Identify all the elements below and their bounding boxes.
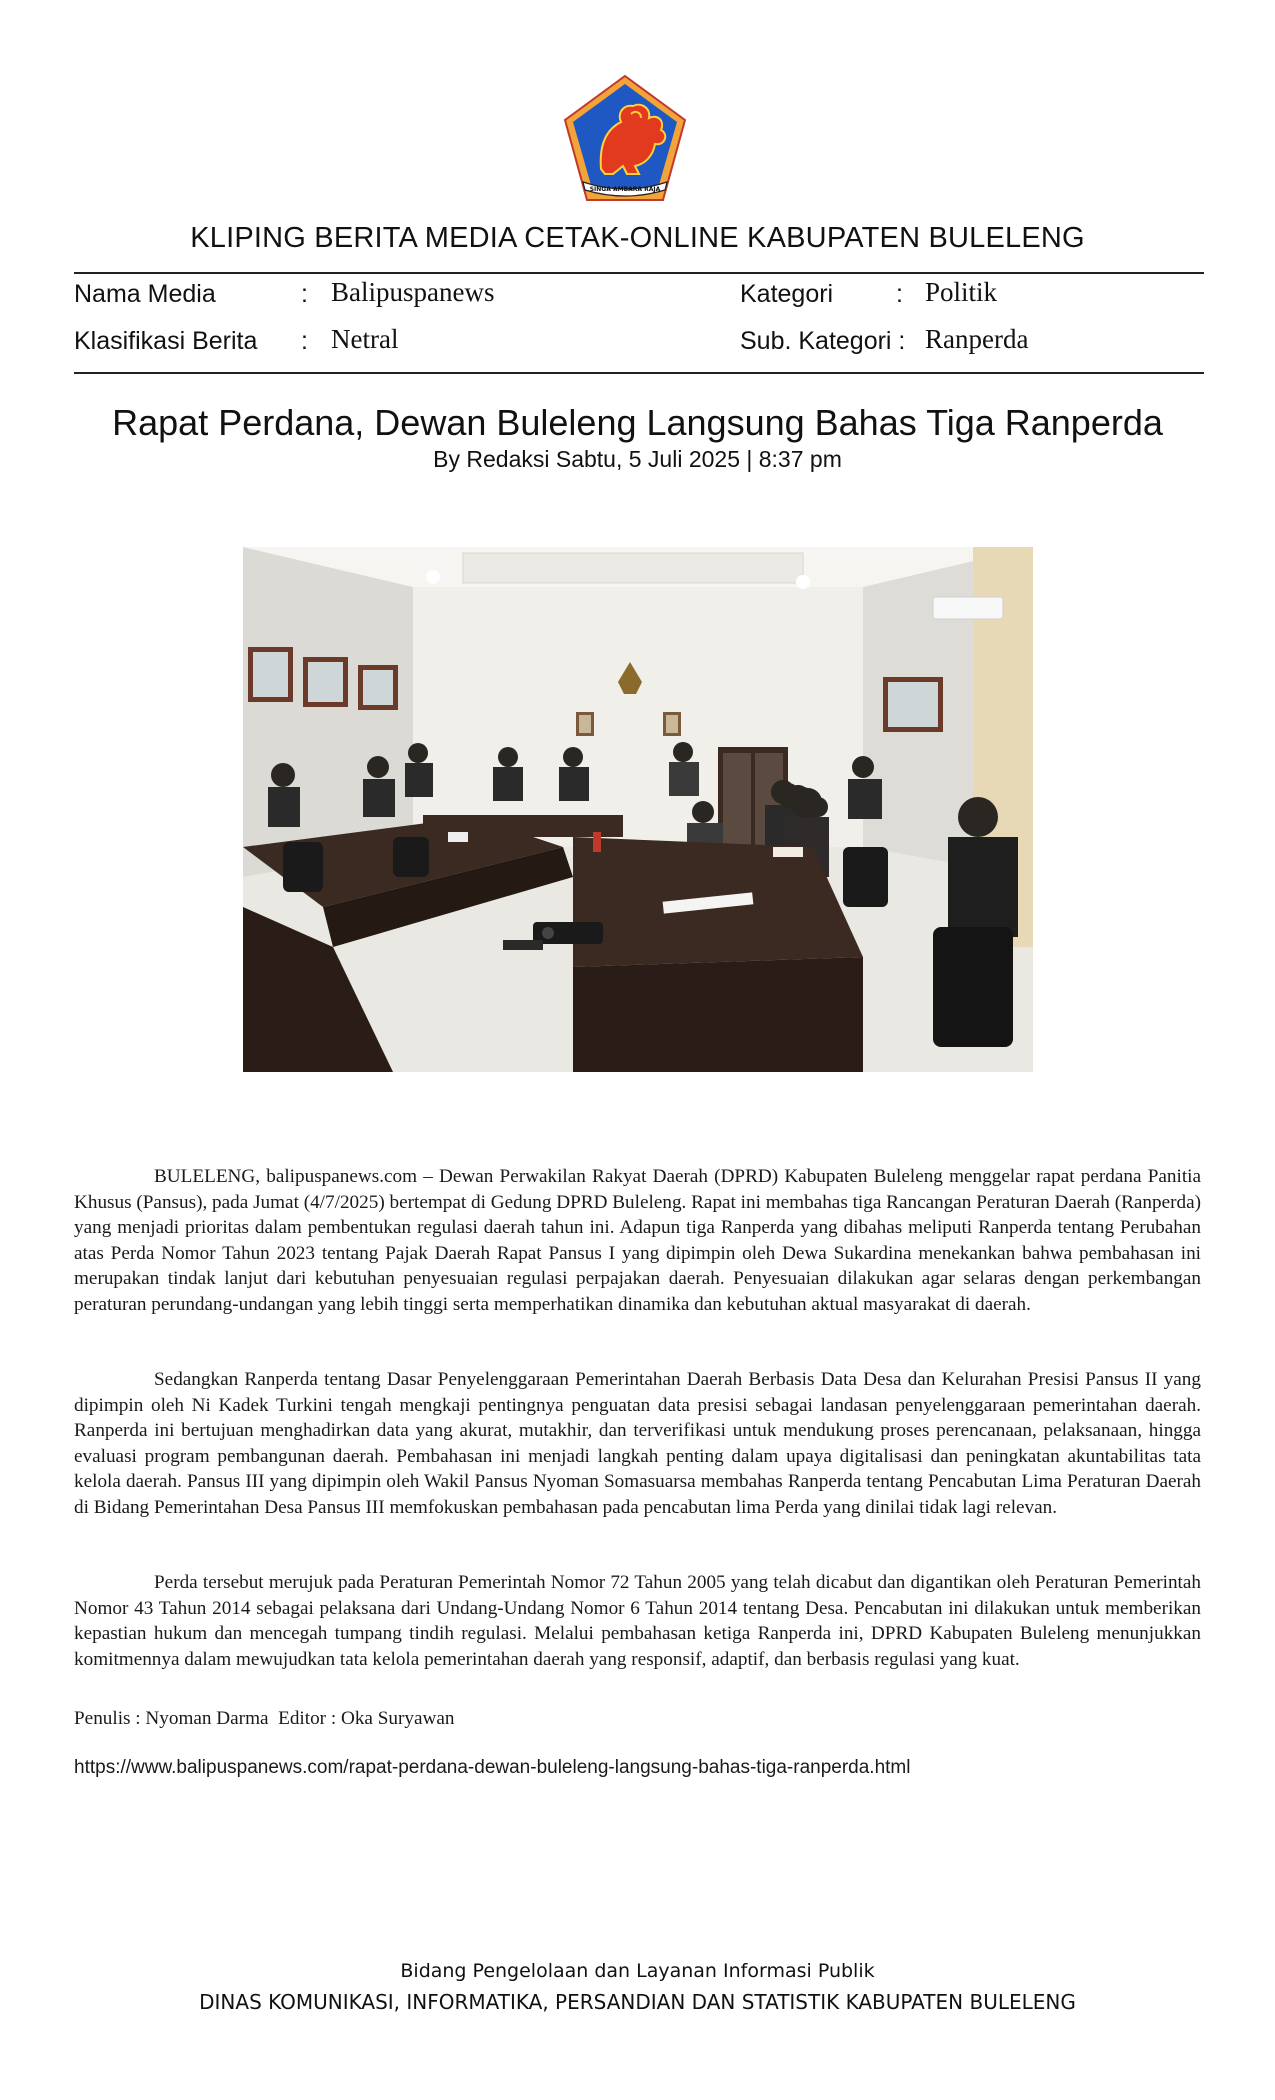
klasifikasi-value: Netral	[331, 324, 399, 354]
clipping-header-title: KLIPING BERITA MEDIA CETAK-ONLINE KABUPATEN BULELENG	[190, 222, 1085, 254]
emblem-motto: SINGA AMBARA RAJA	[589, 186, 661, 193]
article-paragraph-2: Sedangkan Ranperda tentang Dasar Penyelenggaraan Pemerintahan Daerah Berbasis Data Desa dan Kelurahan Presisi Pansus II yang dipimpin oleh Ni Kadek Turkini tengah mengkaji pentingnya penguatan data presisi sebagai landasan penyelenggaraan pemerintahan daerah. Ranperda ini bertujuan menghadirkan data yang akurat, mutakhir, dan terverifikasi untuk mendukung proses perencanaan, pelaksanaan, hingga evaluasi program pembangunan daerah. Pembahasan ini menjadi langkah penting dalam upaya digitalisasi dan peningkatan akuntabilitas tata kelola daerah. Pansus III yang dipimpin oleh Wakil Pansus Nyoman Somasuarsa membahas Ranperda tentang Pencabutan Lima Peraturan Daerah di Bidang Pemerintahan Desa Pansus III memfokuskan pembahasan pada pencabutan lima Perda yang dinilai tidak lagi relevan.	[74, 1369, 1201, 1518]
article-title: Rapat Perdana, Dewan Buleleng Langsung Bahas Tiga Ranperda	[112, 402, 1163, 443]
media-value: Balipuspanews	[331, 277, 495, 307]
sub-kategori-value: Ranperda	[925, 324, 1029, 354]
article-credits: Penulis : Nyoman Darma Editor : Oka Suryawan	[74, 1708, 455, 1729]
kategori-value: Politik	[925, 277, 998, 307]
klasifikasi-label: Klasifikasi Berita	[74, 327, 258, 355]
footer-agency: DINAS KOMUNIKASI, INFORMATIKA, PERSANDIAN DAN STATISTIK KABUPATEN BULELENG	[199, 1990, 1076, 2014]
media-colon: :	[301, 280, 308, 308]
media-label: Nama Media	[74, 280, 216, 308]
kategori-label: Kategori	[740, 280, 834, 308]
footer-department: Bidang Pengelolaan dan Layanan Informasi Publik	[400, 1960, 875, 1982]
meta-divider	[74, 372, 1204, 374]
buleleng-emblem-icon	[561, 74, 689, 204]
sub-kategori-label: Sub. Kategori :	[740, 327, 906, 355]
klasifikasi-colon: :	[301, 327, 308, 355]
article-paragraph-1: BULELENG, balipuspanews.com – Dewan Perwakilan Rakyat Daerah (DPRD) Kabupaten Buleleng menggelar rapat perdana Panitia Khusus (Pansus), pada Jumat (4/7/2025) bertempat di Gedung DPRD Buleleng. Rapat ini membahas tiga Rancangan Peraturan Daerah (Ranperda) yang menjadi prioritas dalam pembentukan regulasi daerah tahun ini. Adapun tiga Ranperda yang dibahas meliputi Ranperda tentang Perubahan atas Perda Nomor Tahun 2023 tentang Pajak Daerah Rapat Pansus I yang dipimpin oleh Dewa Sukardina menekankan bahwa pembahasan ini merupakan tindak lanjut dari kebutuhan penyesuaian regulasi perpajakan daerah. Penyesuaian dilakukan agar selaras dengan perkembangan peraturan perundang-undangan yang lebih tinggi serta memperhatikan dinamika dan kebutuhan aktual masyarakat di daerah.	[74, 1166, 1201, 1315]
top-divider	[74, 272, 1204, 274]
kategori-colon: :	[896, 280, 903, 308]
article-source-link[interactable]: https://www.balipuspanews.com/rapat-perdana-dewan-buleleng-langsung-bahas-tiga-ranperda.html	[74, 1757, 911, 1778]
article-byline: By Redaksi Sabtu, 5 Juli 2025 | 8:37 pm	[433, 446, 842, 472]
article-paragraph-3: Perda tersebut merujuk pada Peraturan Pemerintah Nomor 72 Tahun 2005 yang telah dicabut dan digantikan oleh Peraturan Pemerintah Nomor 43 Tahun 2014 sebagai pelaksana dari Undang-Undang Nomor 6 Tahun 2014 tentang Desa. Pencabutan ini dilakukan untuk memberikan kepastian hukum dan mencegah tumpang tindih regulasi. Melalui pembahasan ketiga Ranperda ini, DPRD Kabupaten Buleleng menunjukkan komitmennya dalam mewujudkan tata kelola pemerintahan daerah yang responsif, adaptif, dan berbasis regulasi yang kuat.	[74, 1572, 1201, 1670]
meeting-photo	[243, 547, 1033, 1072]
